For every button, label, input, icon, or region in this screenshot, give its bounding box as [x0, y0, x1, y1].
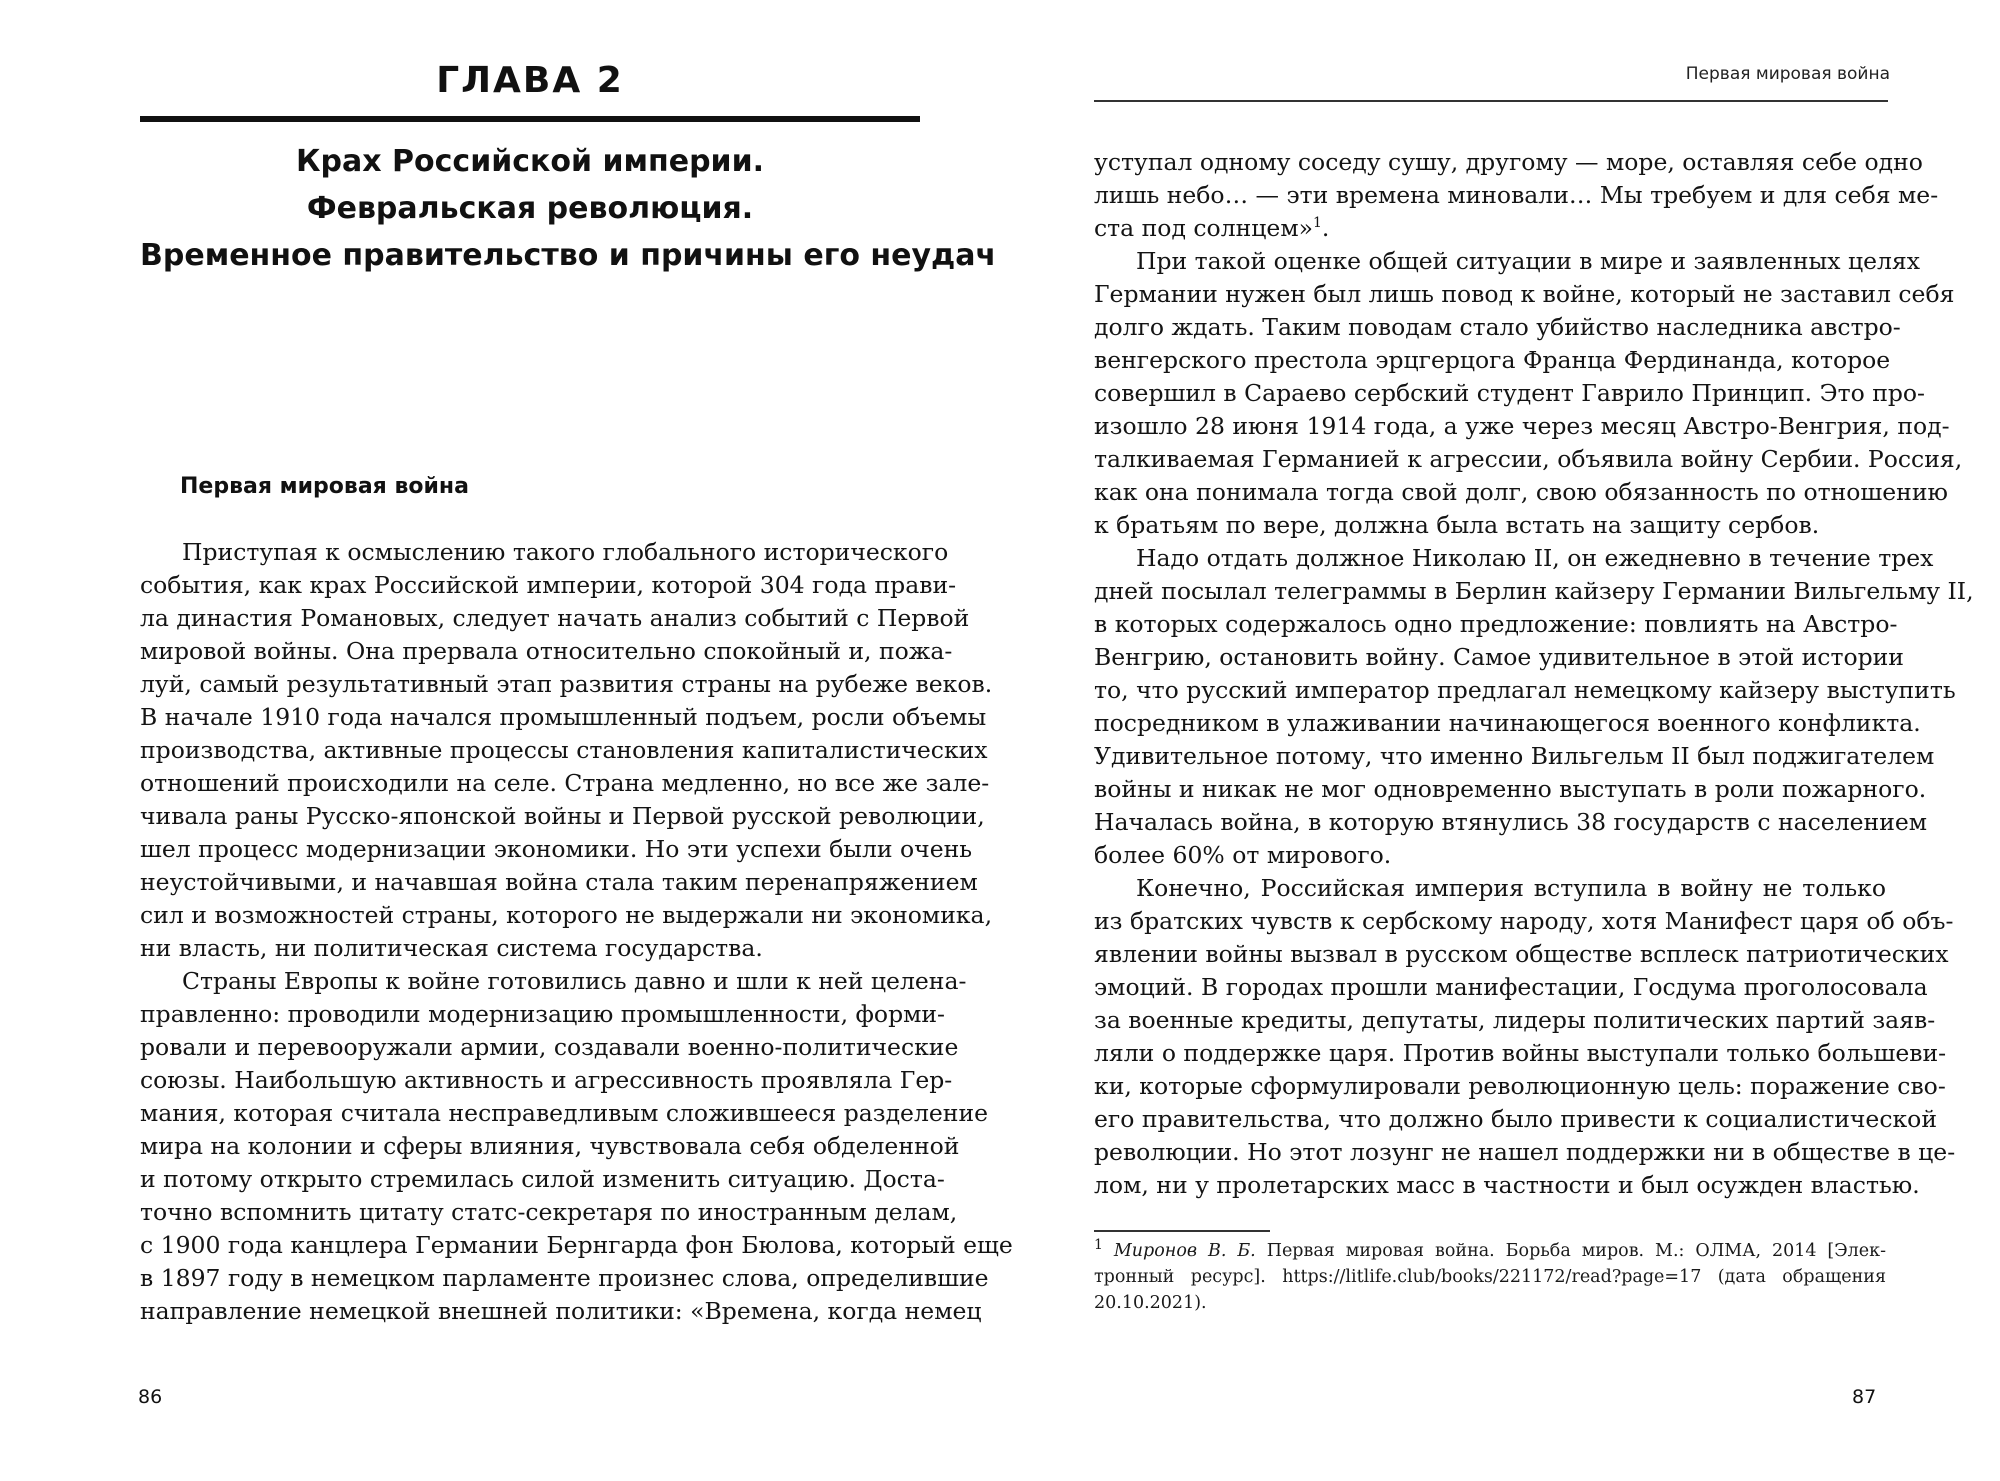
text-line: как она понимала тогда свой долг, свою обязанность по отношению — [1094, 478, 1948, 506]
text-line: в 1897 году в немецком парламенте произнес слова, определившие — [140, 1264, 989, 1292]
text-line: отношений происходили на селе. Страна медленно, но все же зале- — [140, 769, 990, 797]
text-line: эмоций. В городах прошли манифестации, Госдума проголосовала — [1094, 973, 1928, 1001]
text-line: Венгрию, остановить войну. Самое удивительное в этой истории — [1094, 643, 1904, 671]
text-line: В начале 1910 года начался промышленный подъем, росли объемы — [140, 703, 987, 731]
text-line: дней посылал телеграммы в Берлин кайзеру Германии Вильгельму II, — [1094, 577, 1974, 605]
footnote-line: тронный ресурс]. https://litlife.club/books/221172/read?page=17 (дата обращения — [1094, 1267, 1886, 1287]
text-line: за военные кредиты, депутаты, лидеры политических партий заяв- — [1094, 1006, 1936, 1034]
left-body-text — [140, 536, 1013, 1328]
text-line: чивала раны Русско-японской войны и Первой русской революции, — [140, 802, 985, 830]
text-line-content: ста под солнцем» — [1094, 214, 1313, 242]
text-line: совершил в Сараево сербский студент Гаврило Принцип. Это про- — [1094, 379, 1925, 407]
text-line: шел процесс модернизации экономики. Но эти успехи были очень — [140, 835, 973, 863]
text-line: Удивительное потому, что именно Вильгельм II был поджигателем — [1094, 742, 1935, 770]
text-line: ки, которые сформулировали революционную цель: поражение сво- — [1094, 1072, 1946, 1100]
header-rule — [1094, 100, 1888, 102]
text-line: то, что русский император предлагал немецкому кайзеру выступить — [1094, 676, 1956, 704]
text-line: и потому открыто стремилась силой изменить ситуацию. Доста- — [140, 1165, 945, 1193]
chapter-label: ГЛАВА 2 — [436, 60, 624, 101]
text-line: к братьям по вере, должна была встать на защиту сербов. — [1094, 511, 1820, 539]
text-line: с 1900 года канцлера Германии Бернгарда фон Бюлова, который еще — [140, 1231, 1013, 1259]
text-line: Страны Европы к войне готовились давно и шли к ней целена- — [182, 967, 967, 995]
footnote-rule — [1094, 1230, 1270, 1232]
text-line: неустойчивыми, и начавшая война стала таким перенапряжением — [140, 868, 978, 896]
section-heading: Первая мировая война — [180, 474, 469, 499]
text-line: ни власть, ни политическая система государства. — [140, 934, 763, 962]
text-line: направление немецкой внешней политики: «Времена, когда немец — [140, 1297, 982, 1325]
text-line: уступал одному соседу сушу, другому — море, оставляя себе одно — [1094, 148, 1923, 176]
text-line: Приступая к осмыслению такого глобального исторического — [182, 538, 949, 566]
text-line: При такой оценке общей ситуации в мире и заявленных целях — [1136, 247, 1920, 275]
text-line: изошло 28 июня 1914 года, а уже через месяц Австро-Венгрия, под- — [1094, 412, 1950, 440]
text-line: события, как крах Российской империи, которой 304 года прави- — [140, 571, 957, 599]
chapter-rule — [140, 116, 920, 122]
chapter-title — [140, 138, 997, 279]
text-line: войны и никак не мог одновременно выступать в роли пожарного. — [1094, 775, 1927, 803]
footnote-author: Миронов В. Б. — [1113, 1241, 1256, 1261]
text-line: лишь небо… — эти времена миновали… Мы требуем и для себя ме- — [1094, 181, 1939, 209]
text-line: правленно: проводили модернизацию промышленности, форми- — [140, 1000, 946, 1028]
text-line: союзы. Наибольшую активность и агрессивность проявляла Гер- — [140, 1066, 953, 1094]
text-line: посредником в улаживании начинающегося военного конфликта. — [1094, 709, 1921, 737]
page-number: 87 — [1852, 1386, 1877, 1408]
footnote — [1094, 1238, 1886, 1316]
text-line: ляли о поддержке царя. Против войны выступали только большеви- — [1094, 1039, 1947, 1067]
text-line: ста под солнцем»$^1$. — [1094, 214, 1330, 242]
text-line: точно вспомнить цитату статс-секретаря по иностранным делам, — [140, 1198, 958, 1226]
text-line: сил и возможностей страны, которого не выдержали ни экономика, — [140, 901, 993, 929]
page-number: 86 — [138, 1386, 163, 1408]
text-line: ла династия Романовых, следует начать анализ событий с Первой — [140, 604, 970, 632]
right-body-text — [1094, 146, 1974, 1202]
text-line: в которых содержалось одно предложение: повлиять на Австро- — [1094, 610, 1898, 638]
text-line: Надо отдать должное Николаю II, он ежедневно в течение трех — [1136, 544, 1934, 572]
text-line: ровали и перевооружали армии, создавали военно-политические — [140, 1033, 959, 1061]
text-line: долго ждать. Таким поводам стало убийство наследника австро- — [1094, 313, 1901, 341]
text-line: Началась война, в которую втянулись 38 государств с населением — [1094, 808, 1928, 836]
footnote-number: 1 — [1094, 1237, 1103, 1254]
footnote-line — [1094, 1238, 1886, 1264]
right-page — [1000, 0, 2000, 1481]
text-line: явлении войны вызвал в русском обществе всплеск патриотических — [1094, 940, 1949, 968]
chapter-title-line: Временное правительство и причины его неудач — [140, 238, 997, 273]
text-line: мания, которая считала несправедливым сложившееся разделение — [140, 1099, 989, 1127]
text-line: мировой войны. Она прервала относительно спокойный и, пожа- — [140, 637, 953, 665]
text-line: лом, ни у пролетарских масс в частности и был осужден властью. — [1094, 1171, 1920, 1199]
text-line: венгерского престола эрцгерцога Франца Фердинанда, которое — [1094, 346, 1891, 374]
text-line: производства, активные процессы становления капиталистических — [140, 736, 988, 764]
footnote-line: 20.10.2021). — [1094, 1293, 1207, 1313]
text-line: революции. Но этот лозунг не нашел поддержки ни в обществе в це- — [1094, 1138, 1956, 1166]
chapter-title-line: Крах Российской империи. — [296, 144, 764, 179]
footnote-text: Первая мировая война. Борьба миров. М.: ОЛМА, 2014 [Элек- — [1266, 1241, 1886, 1261]
running-head: Первая мировая война — [1685, 64, 1890, 84]
text-line: талкиваемая Германией к агрессии, объявила войну Сербии. Россия, — [1094, 445, 1963, 473]
footnote-mark: 1 — [1312, 215, 1322, 232]
text-line: луй, самый результативный этап развития страны на рубеже веков. — [140, 670, 993, 698]
text-line: мира на колонии и сферы влияния, чувствовала себя обделенной — [140, 1132, 960, 1160]
text-line: более 60% от мирового. — [1094, 841, 1392, 869]
text-line: из братских чувств к сербскому народу, хотя Манифест царя об объ- — [1094, 907, 1954, 935]
text-line: Конечно, Российская империя вступила в войну не только — [1136, 874, 1886, 902]
text-line: Германии нужен был лишь повод к войне, который не заставил себя — [1094, 280, 1955, 308]
chapter-title-line: Февральская революция. — [306, 191, 754, 226]
text-line: его правительства, что должно было привести к социалистической — [1094, 1105, 1937, 1133]
